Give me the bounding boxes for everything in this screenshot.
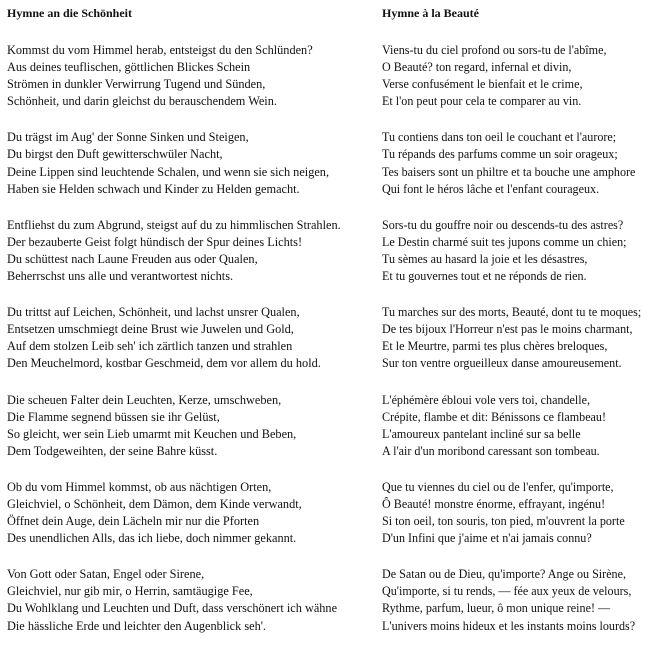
german-title: Hymne an die Schönheit bbox=[7, 6, 133, 20]
french-line: Que tu viennes du ciel ou de l'enfer, qu'importe, bbox=[382, 479, 614, 494]
french-line: Sors-tu du gouffre noir ou descends-tu des astres? bbox=[382, 217, 624, 232]
french-line: Tu contiens dans ton oeil le couchant et l'aurore; bbox=[382, 130, 617, 145]
german-line: Die scheuen Falter dein Leuchten, Kerze, umschweben, bbox=[7, 392, 282, 407]
french-stanza-3 bbox=[382, 217, 648, 285]
french-line: Crépite, flambe et dit: Bénissons ce flambeau! bbox=[382, 409, 607, 424]
french-line: L'amoureux pantelant incliné sur sa belle bbox=[382, 426, 581, 441]
german-line: Aus deines teuflischen, göttlichen Blickes Schein bbox=[7, 60, 251, 75]
german-line: Den Meuchelmord, kostbar Geschmeid, dem vor allem du hold. bbox=[7, 356, 321, 371]
french-line: Le Destin charmé suit tes jupons comme un chien; bbox=[382, 234, 627, 249]
german-line: Öffnet dein Auge, dein Lächeln mir nur die Pforten bbox=[7, 514, 260, 529]
german-line: Gleichviel, nur gib mir, o Herrin, samtäugige Fee, bbox=[7, 584, 253, 599]
french-stanza-1 bbox=[382, 42, 648, 110]
french-line: Viens-tu du ciel profond ou sors-tu de l'abîme, bbox=[382, 43, 607, 57]
french-line: De Satan ou de Dieu, qu'importe? Ange ou Sirène, bbox=[382, 567, 626, 582]
german-line: Du schüttest nach Laune Freuden aus oder Qualen, bbox=[7, 251, 258, 266]
french-line: L'univers moins hideux et les instants moins lourds? bbox=[382, 618, 636, 633]
french-title: Hymne à la Beauté bbox=[382, 6, 479, 20]
french-line: Sur ton ventre orgueilleux danse amoureusement. bbox=[382, 356, 622, 371]
french-line: Tes baisers sont un philtre et ta bouche une amphore bbox=[382, 164, 636, 179]
german-line: Die hässliche Erde und leichter den Augenblick seh'. bbox=[7, 618, 267, 633]
german-line: Haben sie Helden schwach und Kinder zu Helden gemacht. bbox=[7, 181, 300, 196]
french-line: D'un Infini que j'aime et n'ai jamais connu? bbox=[382, 531, 592, 546]
french-line: De tes bijoux l'Horreur n'est pas le moins charmant, bbox=[382, 322, 633, 337]
french-line: Qu'importe, si tu rends, — fée aux yeux de velours, bbox=[382, 584, 632, 599]
german-line: Dem Todgeweihten, der seine Bahre küsst. bbox=[7, 443, 218, 458]
german-line: Auf dem stolzen Leib seh' ich zärtlich tanzen und strahlen bbox=[7, 339, 293, 354]
french-stanza-5 bbox=[382, 392, 648, 460]
french-line: A l'air d'un moribond caressant son tombeau. bbox=[382, 443, 600, 458]
german-line: Schönheit, und darin gleichst du berauschendem Wein. bbox=[7, 94, 277, 109]
french-line: Et l'on peut pour cela te comparer au vin. bbox=[382, 94, 582, 109]
french-line: Verse confusément le bienfait et le crime, bbox=[382, 77, 583, 92]
french-line: Ô Beauté! monstre énorme, effrayant, ingénu! bbox=[382, 496, 606, 511]
german-line: Strömen in dunkler Verwirrung Tugend und Sünden, bbox=[7, 77, 266, 92]
german-line: Entfliehst du zum Abgrund, steigst auf du zu himmlischen Strahlen. bbox=[7, 217, 341, 232]
french-line: Et tu gouvernes tout et ne réponds de rien. bbox=[382, 269, 587, 284]
german-line: Deine Lippen sind leuchtende Schalen, und wenn sie sich neigen, bbox=[7, 164, 330, 179]
french-stanza-2 bbox=[382, 129, 648, 197]
french-line: Tu marches sur des morts, Beauté, dont tu te moques; bbox=[382, 305, 642, 320]
german-line: Gleichviel, o Schönheit, dem Dämon, dem Kinde verwandt, bbox=[7, 496, 302, 511]
french-line: Rythme, parfum, lueur, ô mon unique reine! — bbox=[382, 601, 611, 616]
french-stanza-4 bbox=[382, 304, 648, 372]
german-column bbox=[7, 5, 367, 654]
french-line: Tu répands des parfums comme un soir orageux; bbox=[382, 147, 618, 162]
german-stanza-7 bbox=[7, 566, 367, 634]
german-line: Kommst du vom Himmel herab, entsteigst du den Schlünden? bbox=[7, 43, 313, 57]
french-line: Et le Meurtre, parmi tes plus chères breloques, bbox=[382, 339, 608, 354]
german-line: Entsetzen umschmiegt deine Brust wie Juwelen und Gold, bbox=[7, 322, 294, 337]
french-stanza-7 bbox=[382, 566, 648, 634]
german-line: Der bezauberte Geist folgt hündisch der Spur deines Lichts! bbox=[7, 234, 303, 249]
german-stanzas bbox=[7, 42, 367, 635]
german-line: Du birgst den Duft gewitterschwüler Nacht, bbox=[7, 147, 223, 162]
french-line: O Beauté? ton regard, infernal et divin, bbox=[382, 60, 572, 75]
german-line: So gleicht, wer sein Lieb umarmt mit Keuchen und Beben, bbox=[7, 426, 297, 441]
german-stanza-5 bbox=[7, 392, 367, 460]
german-line: Die Flamme segnend büssen sie ihr Gelüst, bbox=[7, 409, 220, 424]
french-line: Si ton oeil, ton souris, ton pied, m'ouvrent la porte bbox=[382, 514, 625, 529]
german-line: Ob du vom Himmel kommst, ob aus nächtigen Orten, bbox=[7, 479, 272, 494]
german-line: Beherrschst uns alle und verantwortest nichts. bbox=[7, 269, 234, 284]
german-stanza-3 bbox=[7, 217, 367, 285]
french-column bbox=[382, 5, 648, 654]
german-stanza-2 bbox=[7, 129, 367, 197]
german-line: Du Wohlklang und Leuchten und Duft, dass verschönert ich wähne bbox=[7, 601, 338, 616]
german-stanza-6 bbox=[7, 479, 367, 547]
french-line: L'éphémère ébloui vole vers toi, chandelle, bbox=[382, 392, 591, 407]
german-line: Du trittst auf Leichen, Schönheit, und lachst unsrer Qualen, bbox=[7, 305, 300, 320]
french-line: Qui font le héros lâche et l'enfant courageux. bbox=[382, 181, 600, 196]
german-line: Des unendlichen Alls, das ich liebe, doch nimmer gekannt. bbox=[7, 531, 297, 546]
french-line: Tu sèmes au hasard la joie et les désastres, bbox=[382, 251, 588, 266]
german-line: Von Gott oder Satan, Engel oder Sirene, bbox=[7, 567, 205, 582]
french-stanzas bbox=[382, 42, 648, 635]
french-stanza-6 bbox=[382, 479, 648, 547]
german-line: Du trägst im Aug' der Sonne Sinken und Steigen, bbox=[7, 130, 249, 145]
german-stanza-1 bbox=[7, 42, 367, 110]
german-stanza-4 bbox=[7, 304, 367, 372]
